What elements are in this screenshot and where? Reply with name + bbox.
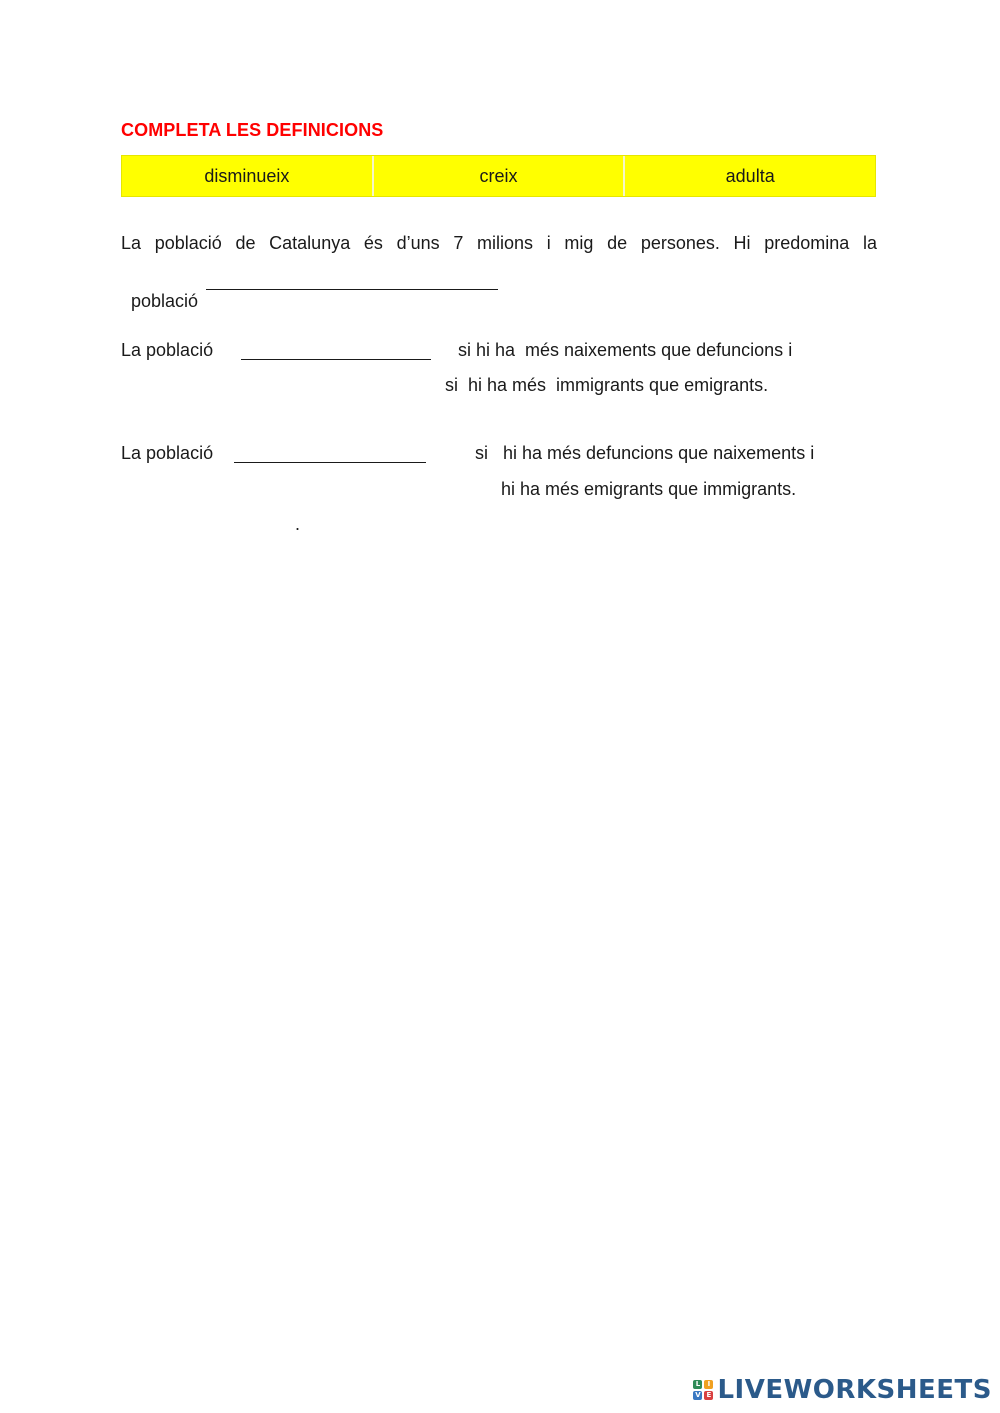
paragraph-intro-line2 — [121, 270, 198, 312]
liveworksheets-logo-icon: L I V E — [693, 1380, 713, 1400]
worksheet-title: COMPLETA LES DEFINICIONS — [121, 120, 384, 140]
definition-1-prefix: La població — [121, 340, 214, 360]
definition-2-text-a: si hi ha més defuncions que naixements i — [475, 443, 815, 463]
brand-watermark — [693, 1375, 992, 1405]
stray-dot: . — [295, 514, 301, 534]
definition-1-text-b: si hi ha més immigrants que emigrants. — [445, 375, 769, 395]
word-bank-item[interactable]: disminueix — [122, 156, 374, 196]
word-bank-item[interactable]: adulta — [625, 156, 875, 196]
paragraph-intro: La població de Catalunya és d’uns 7 milions i mig de persones. Hi predomina la — [121, 233, 877, 253]
answer-blank-1[interactable] — [206, 271, 498, 290]
word-bank-item[interactable]: creix — [374, 156, 626, 196]
definition-2-text-b: hi ha més emigrants que immigrants. — [501, 479, 797, 499]
answer-blank-3[interactable] — [234, 444, 426, 463]
definition-2-prefix: La població — [121, 443, 214, 463]
definition-1-text-a: si hi ha més naixements que defuncions i — [458, 340, 793, 360]
brand-text: LIVEWORKSHEETS — [717, 1375, 992, 1405]
answer-blank-2[interactable] — [241, 341, 431, 360]
word-bank — [121, 155, 876, 197]
paragraph-intro-prefix: població — [131, 291, 199, 311]
